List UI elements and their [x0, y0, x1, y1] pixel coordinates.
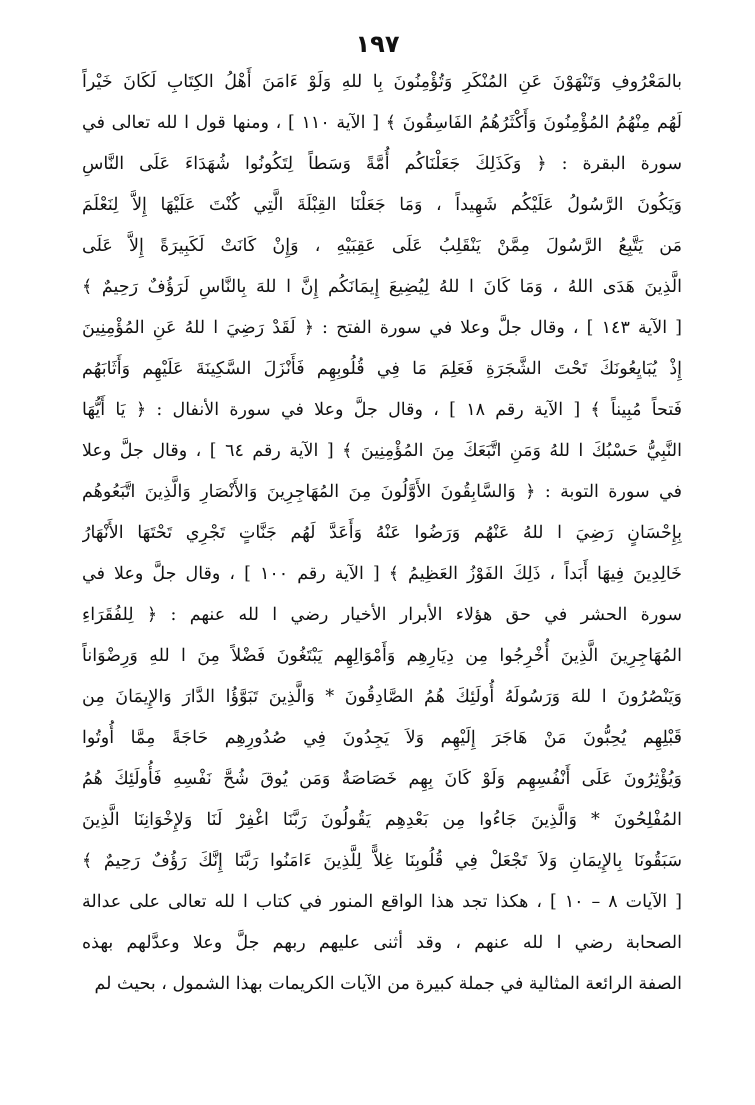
text-line: النَّبِيُّ حَسْبُكَ ا للهُ وَمَنِ اتَّبَعَكَ مِنَ المُؤْمِنِينَ ﴾ [ الآية رقم ٦٤ ] ، وقال جلَّ وعلا: [82, 441, 682, 461]
body-text: [82, 62, 682, 1005]
text-line: وَيُؤْثِرُونَ عَلَى أَنْفُسِهِم وَلَوْ كَانَ بِهِم خَصَاصَةٌ وَمَن يُوقَ شُحَّ نَفْسِهِ فَأُولَئِكَ هُمُ: [82, 769, 682, 789]
text-line: بالمَعْرُوفِ وَتَنْهَوْنَ عَنِ المُنْكَرِ وَتُؤْمِنُونَ بِا للهِ وَلَوْ ءَامَنَ أَهْلُ الكِتَابِ لَكَانَ خَيْراً: [82, 72, 682, 92]
text-line: الَّذِينَ هَدَى اللهُ ، وَمَا كَانَ ا للهُ لِيُضِيعَ إِيمَانَكُم إِنَّ ا للهَ بِالنَّاسِ لَرَؤُفٌ رَحِيمٌ ﴾: [82, 277, 682, 297]
text-line: في سورة التوبة : ﴿ وَالسَّابِقُونَ الأَوَّلُونَ مِنَ المُهَاجِرِينَ وَالأَنْصَارِ وَالَّذِينَ اتَّبَعُوهُم: [82, 482, 682, 502]
text-line: سورة البقرة : ﴿ وَكَذَلِكَ جَعَلْنَاكُم أُمَّةً وَسَطاً لِتَكُونُوا شُهَدَاءَ عَلَى النَّاسِ: [82, 154, 682, 174]
text-line: لَهُم مِنْهُمُ المُؤْمِنُونَ وَأَكْثَرُهُمُ الفَاسِقُونَ ﴾ [ الآية ١١٠ ] ، ومنها قول ا لله تعالى في: [82, 113, 682, 133]
text-line: [ الآيات ٨ – ١٠ ] ، هكذا تجد هذا الواقع المنور في كتاب ا لله تعالى على عدالة: [82, 892, 682, 912]
text-line: بِإِحْسَانٍ رَضِيَ ا للهُ عَنْهُم وَرَضُوا عَنْهُ وَأَعَدَّ لَهُم جَنَّاتٍ تَجْرِي تَحْتَهَا الأَنْهَارُ: [82, 523, 682, 543]
text-line: إِذْ يُبَايِعُونَكَ تَحْتَ الشَّجَرَةِ فَعَلِمَ مَا فِي قُلُوبِهِم فَأَنْزَلَ السَّكِينَةَ عَلَيْهِم وَأَثَابَهُم: [82, 359, 682, 379]
page-number: ١٩٧: [355, 30, 400, 58]
text-line: وَيَنْصُرُونَ ا للهَ وَرَسُولَهُ أُولَئِكَ هُمُ الصَّادِقُونَ * وَالَّذِينَ تَبَوَّؤُا الدَّارَ وَالإِيمَانَ مِن: [82, 687, 682, 707]
text-line: الصفة الرائعة المثالية في جملة كبيرة من الآيات الكريمات بهذا الشمول ، بحيث لم: [94, 974, 682, 994]
text-line: المُهَاجِرِينَ الَّذِينَ أُخْرِجُوا مِن دِيَارِهِم وَأَمْوَالِهِم يَبْتَغُونَ فَضْلاً مِنَ ا للهِ وَرِضْوَاناً: [82, 646, 682, 666]
text-line: وَيَكُونَ الرَّسُولُ عَلَيْكُم شَهِيداً ، وَمَا جَعَلْنَا القِبْلَةَ الَّتِي كُنْتَ عَلَيْهَا إِلاَّ لِنَعْلَمَ: [82, 195, 682, 215]
text-line: سَبَقُونَا بِالإِيمَانِ وَلاَ تَجْعَلْ فِي قُلُوبِنَا غِلاًّ لِلَّذِينَ ءَامَنُوا رَبَّنَا إِنَّكَ رَؤُفٌ رَحِيمٌ ﴾: [82, 851, 682, 871]
text-line: قَبْلِهِم يُحِبُّونَ مَنْ هَاجَرَ إِلَيْهِم وَلاَ يَجِدُونَ فِي صُدُورِهِم حَاجَةً مِمَّا أُوتُوا: [82, 728, 682, 748]
text-line: المُفْلِحُونَ * وَالَّذِينَ جَاءُوا مِن بَعْدِهِم يَقُولُونَ رَبَّنَا اغْفِرْ لَنَا وَلإِخْوَانِنَا الَّذِينَ: [82, 810, 682, 830]
text-line: مَن يَتَّبِعُ الرَّسُولَ مِمَّنْ يَنْقَلِبُ عَلَى عَقِبَيْهِ ، وَإِنْ كَانَتْ لَكَبِيرَةً إِلاَّ عَلَى: [82, 236, 682, 256]
text-line: [ الآية ١٤٣ ] ، وقال جلَّ وعلا في سورة الفتح : ﴿ لَقَدْ رَضِيَ ا للهُ عَنِ المُؤْمِنِينَ: [82, 318, 682, 338]
text-line: سورة الحشر في حق هؤلاء الأبرار الأخيار رضي ا لله عنهم : ﴿ لِلفُقَرَاءِ: [82, 605, 682, 625]
text-line: خَالِدِينَ فِيهَا أَبَداً ، ذَلِكَ الفَوْزُ العَظِيمُ ﴾ [ الآية رقم ١٠٠ ] ، وقال جلَّ وعلا في: [82, 564, 682, 584]
text-line: فَتحاً مُبِيناً ﴾ [ الآية رقم ١٨ ] ، وقال جلَّ وعلا في سورة الأنفال : ﴿ يَا أَيُّهَا: [82, 400, 682, 420]
text-line: الصحابة رضي ا لله عنهم ، وقد أثنى عليهم ربهم جلَّ وعلا وعدَّلهم بهذه: [82, 933, 682, 953]
